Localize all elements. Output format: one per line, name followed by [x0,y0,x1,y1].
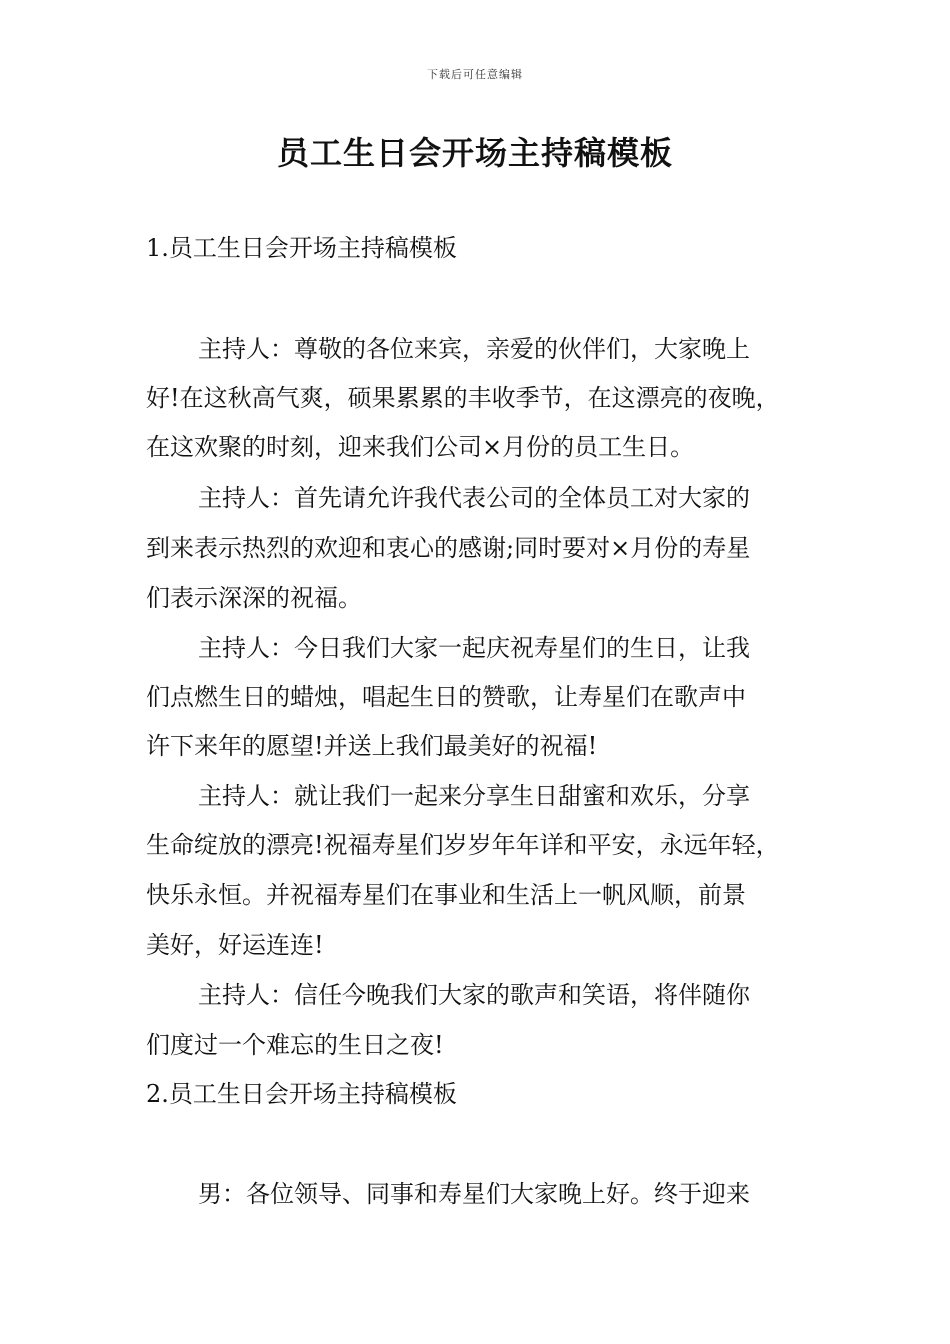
paragraph-1-line-2: 好!在这秋高气爽，硕果累累的丰收季节，在这漂亮的夜晚， [146,384,780,412]
document-title: 员工生日会开场主持稿模板 [276,134,673,172]
paragraph-4-line-4: 美好，好运连连! [146,931,324,959]
paragraph-1-line-1: 主持人：尊敬的各位来宾，亲爱的伙伴们，大家晚上 [198,335,750,363]
section-heading-1: 1.员工生日会开场主持稿模板 [146,234,457,262]
paragraph-3-line-3: 许下来年的愿望!并送上我们最美好的祝福! [146,732,598,760]
paragraph-2-line-3: 们表示深深的祝福。 [146,584,362,612]
paragraph-4-line-1: 主持人：就让我们一起来分享生日甜蜜和欢乐，分享 [198,782,750,810]
paragraph-4-line-3: 快乐永恒。并祝福寿星们在事业和生活上一帆风顺，前景 [146,881,746,909]
paragraph-1-line-3: 在这欢聚的时刻，迎来我们公司×月份的员工生日。 [146,433,695,461]
paragraph-2-line-1: 主持人：首先请允许我代表公司的全体员工对大家的 [198,484,750,512]
paragraph-2-line-2: 到来表示热烈的欢迎和衷心的感谢;同时要对×月份的寿星 [146,534,751,562]
header-note: 下载后可任意编辑 [427,68,523,81]
section-heading-2: 2.员工生日会开场主持稿模板 [146,1080,457,1108]
paragraph-5-line-1: 主持人：信任今晚我们大家的歌声和笑语，将伴随你 [198,981,750,1009]
paragraph-5-line-2: 们度过一个难忘的生日之夜! [146,1031,444,1059]
paragraph-4-line-2: 生命绽放的漂亮!祝福寿星们岁岁年年详和平安，永远年轻， [146,831,780,859]
paragraph-3-line-2: 们点燃生日的蜡烛，唱起生日的赞歌，让寿星们在歌声中 [146,683,746,711]
paragraph-3-line-1: 主持人：今日我们大家一起庆祝寿星们的生日，让我 [198,634,750,662]
paragraph-6-line-1: 男：各位领导、同事和寿星们大家晚上好。终于迎来 [198,1180,750,1208]
